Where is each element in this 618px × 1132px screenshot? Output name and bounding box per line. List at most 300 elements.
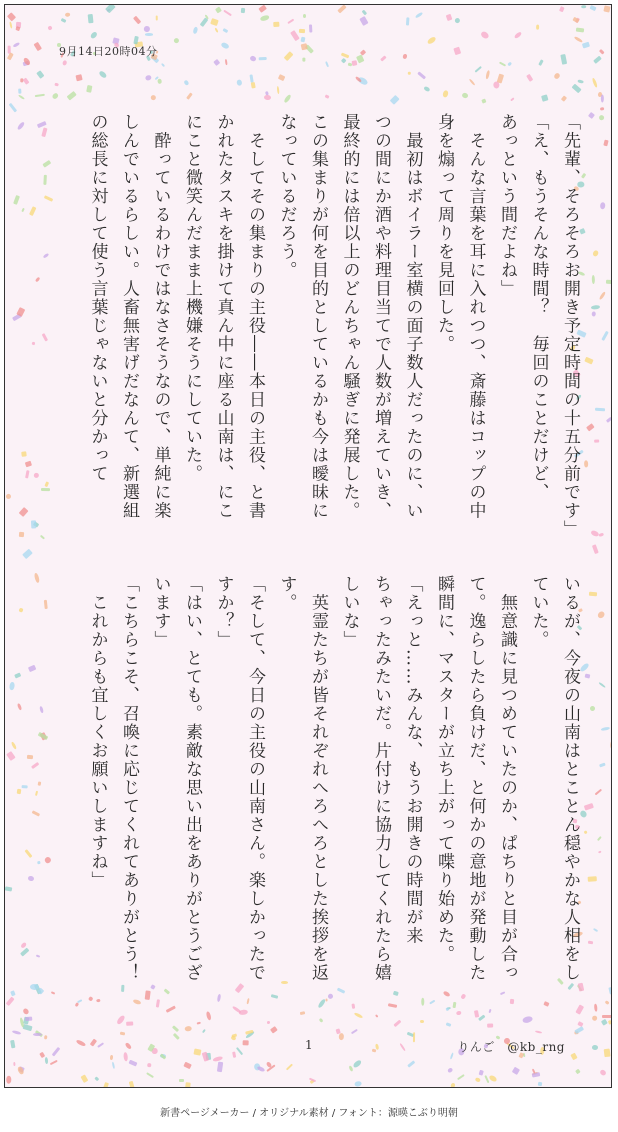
confetti-piece [112,1062,116,1069]
confetti-piece [42,127,48,136]
confetti-piece [393,1019,401,1027]
confetti-piece [454,47,461,55]
confetti-piece [21,208,25,213]
confetti-piece [303,58,306,62]
confetti-piece [319,1017,324,1022]
confetti-piece [588,112,595,119]
confetti-piece [455,17,460,23]
confetti-piece [602,1015,612,1019]
confetti-piece [20,947,30,956]
confetti-piece [5,493,12,500]
confetti-piece [575,1027,585,1035]
author-credit: りんご @kb_rng [457,1040,565,1054]
text-column: て。逸らしたら負けだ、と何かの意地が発動した [465,575,486,982]
confetti-piece [89,31,98,40]
confetti-piece [19,507,28,517]
confetti-piece [36,70,44,78]
confetti-piece [123,1052,128,1062]
confetti-piece [456,1010,462,1015]
confetti-piece [264,95,272,101]
confetti-piece [12,42,20,48]
confetti-piece [160,63,164,67]
confetti-piece [603,6,610,13]
confetti-piece [474,1076,480,1081]
confetti-piece [202,1028,206,1032]
confetti-piece [132,15,141,24]
confetti-piece [27,755,33,759]
confetti-piece [611,994,612,1002]
confetti-piece [155,15,157,20]
text-column: そんな言葉を耳に入れつつ、斎藤はコップの中 [465,113,486,520]
confetti-piece [352,60,357,66]
confetti-piece [260,15,270,22]
confetti-piece [446,1008,450,1012]
text-column: しいな」 [339,575,360,649]
confetti-piece [32,342,36,345]
confetti-piece [172,1025,179,1032]
confetti-piece [538,59,544,66]
confetti-piece [19,532,24,538]
text-column: ていた。 [528,575,549,649]
confetti-piece [585,674,590,679]
confetti-piece [97,1042,104,1048]
confetti-piece [51,991,56,995]
confetti-piece [214,27,218,32]
confetti-piece [484,1075,489,1083]
confetti-piece [18,607,23,612]
confetti-piece [145,33,154,36]
confetti-piece [570,1053,577,1061]
confetti-piece [474,1010,479,1018]
confetti-piece [592,250,599,257]
confetti-piece [468,78,475,85]
text-column: の総長に対して使う言葉じゃないと分かって [87,113,108,483]
confetti-piece [259,57,267,61]
confetti-piece [16,307,25,317]
confetti-piece [193,26,199,34]
confetti-piece [535,1030,542,1034]
confetti-piece [489,1074,498,1083]
confetti-piece [592,1045,599,1050]
confetti-piece [603,1049,610,1058]
confetti-piece [597,836,602,841]
text-column: 無意識に見つめていたのか、ぱちりと目が合っ [497,575,517,982]
text-column: 「こちらこそ、召喚に応じてくれてありがとう！ [119,575,139,982]
confetti-piece [351,1029,358,1035]
confetti-piece [542,94,549,101]
confetti-piece [243,1040,249,1046]
text-column: かれたタスキを掛けて真ん中に座る山南は、にこ [213,113,234,520]
confetti-piece [300,1011,305,1015]
confetti-piece [37,782,41,787]
confetti-piece [44,481,49,487]
confetti-piece [28,665,36,672]
confetti-piece [13,195,20,205]
confetti-piece [34,572,40,583]
confetti-piece [43,856,51,864]
confetti-piece [375,1044,380,1050]
confetti-piece [590,530,599,537]
text-column: 「先輩、そろそろお開き予定時間の十五分前です」 [560,113,580,539]
confetti-piece [22,452,27,457]
confetti-piece [41,488,50,492]
confetti-piece [415,12,423,19]
confetti-piece [43,253,50,259]
confetti-piece [605,280,612,285]
confetti-piece [357,55,365,64]
confetti-piece [88,14,94,23]
confetti-piece [608,986,612,994]
confetti-piece [25,470,30,479]
confetti-piece [574,36,583,43]
confetti-piece [74,1002,78,1007]
confetti-piece [352,1058,362,1068]
confetti-piece [116,1014,126,1025]
confetti-piece [605,1000,610,1005]
confetti-piece [493,81,499,88]
confetti-piece [571,83,581,93]
confetti-piece [599,763,606,768]
confetti-piece [342,58,347,63]
confetti-piece [583,42,591,48]
text-column: 瞬間に、マスターが立ち上がって喋り始めた。 [434,575,454,964]
confetti-piece [258,5,267,13]
confetti-piece [44,600,48,610]
confetti-piece [583,803,594,811]
confetti-piece [150,95,156,101]
confetti-piece [575,27,583,32]
confetti-piece [598,114,605,121]
confetti-piece [52,1047,61,1057]
confetti-piece [210,18,218,26]
confetti-piece [27,875,34,881]
confetti-piece [593,928,599,933]
confetti-piece [592,311,597,317]
confetti-piece [76,1039,86,1047]
confetti-piece [575,1005,584,1016]
confetti-piece [447,1067,453,1073]
text-column: そしてその集まりの主役――本日の主役、と書 [245,113,265,520]
confetti-piece [482,99,487,104]
confetti-piece [217,1062,224,1072]
confetti-piece [232,1052,236,1058]
confetti-piece [402,54,407,60]
confetti-piece [595,408,605,412]
confetti-piece [126,1022,133,1026]
confetti-piece [50,1059,58,1065]
confetti-piece [586,424,594,432]
confetti-piece [62,60,67,66]
confetti-piece [420,1019,424,1023]
confetti-piece [18,95,25,100]
confetti-piece [325,61,329,67]
confetti-piece [417,71,426,80]
confetti-piece [6,997,15,1006]
confetti-piece [145,75,152,82]
confetti-piece [597,611,606,620]
confetti-piece [581,5,586,9]
confetti-piece [592,1015,598,1021]
confetti-piece [457,1074,465,1080]
confetti-piece [15,672,22,678]
text-column: にこと微笑んだまま上機嫌そうにしていた。 [182,113,202,483]
confetti-piece [599,532,604,537]
confetti-piece [11,742,17,750]
confetti-piece [538,1081,543,1086]
confetti-piece [179,1079,184,1082]
confetti-piece [575,1069,581,1075]
confetti-piece [399,1042,406,1051]
confetti-piece [109,1055,113,1060]
confetti-piece [338,4,347,13]
footer-credit: 新書ページメーカー / オリジナル素材 / フォント：源暎こぶり明朝 [160,1108,458,1119]
confetti-piece [478,1014,486,1021]
confetti-piece [590,706,596,711]
confetti-piece [324,94,329,99]
confetti-piece [523,1015,534,1023]
confetti-piece [34,42,42,51]
confetti-piece [485,70,490,80]
confetti-piece [129,1081,135,1088]
confetti-piece [223,10,232,17]
text-column: しんでいるらしい。人畜無害げだなんて、新選組 [119,113,139,520]
confetti-piece [407,1061,415,1068]
confetti-piece [553,72,561,80]
confetti-piece [36,955,40,958]
confetti-piece [561,95,567,101]
confetti-piece [25,1017,32,1021]
confetti-piece [309,25,312,33]
confetti-piece [42,333,48,341]
confetti-piece [601,726,610,731]
confetti-piece [129,1059,138,1066]
confetti-piece [509,97,514,102]
confetti-piece [86,85,92,92]
confetti-piece [601,1019,608,1026]
confetti-piece [603,139,608,146]
confetti-piece [277,86,280,94]
confetti-piece [143,25,151,33]
confetti-piece [347,63,352,67]
confetti-piece [17,789,22,794]
confetti-piece [105,4,116,14]
text-column: 「はい、とても。素敵な思い出をありがとうござ [182,575,202,982]
confetti-piece [94,1076,99,1081]
confetti-piece [480,30,490,39]
confetti-piece [185,1026,192,1032]
confetti-piece [250,82,255,89]
confetti-piece [283,94,291,104]
confetti-piece [598,49,604,55]
confetti-piece [103,1082,109,1088]
confetti-piece [12,1030,22,1035]
confetti-piece [197,1021,201,1024]
confetti-piece [592,275,595,284]
confetti-piece [591,304,600,309]
text-column: いるが、今夜の山南はとことん穏やかな人相をし [560,575,580,982]
text-column: 英霊たちが皆それぞれへろへろとした挨拶を返 [308,575,328,982]
confetti-piece [592,545,599,554]
text-column: 酔っているわけではなさそうなので、単純に楽 [150,113,171,520]
confetti-piece [75,74,82,82]
confetti-piece [594,56,602,64]
text-column: 「え、もうそんな時間？ 毎回のことだけど、 [528,113,549,502]
confetti-piece [536,25,539,31]
confetti-piece [11,1040,16,1048]
confetti-piece [237,80,243,87]
confetti-piece [512,1067,520,1075]
confetti-piece [479,1070,484,1076]
text-column: 「えっと……みんな、もうお開きの時間が来 [402,575,423,945]
confetti-piece [35,94,45,98]
confetti-piece [572,17,579,23]
confetti-piece [173,1033,180,1040]
confetti-piece [598,682,606,689]
confetti-piece [600,107,604,111]
confetti-piece [426,36,436,45]
confetti-piece [224,59,227,65]
confetti-piece [601,331,609,341]
confetti-piece [61,18,67,23]
confetti-piece [185,1082,191,1088]
confetti-piece [449,1052,453,1060]
confetti-piece [55,83,59,87]
confetti-piece [236,1047,243,1055]
confetti-piece [256,1065,265,1072]
confetti-piece [284,51,294,61]
confetti-piece [80,1075,88,1083]
confetti-piece [206,1011,212,1021]
confetti-piece [13,1062,16,1066]
confetti-piece [353,1012,363,1019]
page [4,4,612,1088]
confetti-piece [166,1006,176,1013]
datestamp: 9月14日20時04分 [59,45,158,58]
confetti-piece [489,1009,492,1013]
confetti-piece [186,93,192,100]
confetti-piece [598,850,602,853]
confetti-piece [16,121,25,131]
confetti-piece [7,12,16,21]
confetti-piece [451,1082,457,1088]
confetti-piece [599,202,605,209]
confetti-piece [39,535,44,540]
confetti-piece [446,14,453,21]
confetti-piece [594,440,599,443]
confetti-piece [31,762,39,769]
confetti-piece [598,291,606,300]
confetti-piece [606,417,612,423]
confetti-piece [10,682,16,691]
confetti-piece [223,28,228,33]
confetti-piece [241,8,245,13]
confetti-piece [119,1032,124,1036]
confetti-piece [461,92,468,99]
confetti-piece [44,1057,48,1064]
confetti-piece [270,1026,278,1034]
confetti-piece [578,79,584,84]
confetti-piece [173,37,180,44]
confetti-piece [407,17,410,25]
confetti-piece [43,175,47,185]
confetti-piece [498,62,505,67]
confetti-piece [584,356,593,363]
confetti-piece [589,592,597,597]
confetti-piece [17,703,23,710]
confetti-piece [184,79,190,85]
confetti-piece [299,29,305,33]
confetti-piece [146,1073,154,1079]
confetti-piece [599,1069,607,1077]
confetti-piece [52,92,59,99]
confetti-piece [29,206,37,216]
confetti-piece [390,95,400,105]
confetti-piece [507,62,512,67]
confetti-piece [215,6,222,13]
confetti-piece [375,1015,379,1019]
confetti-piece [513,31,522,39]
confetti-piece [34,277,40,283]
confetti-piece [585,460,589,467]
confetti-piece [25,461,33,467]
confetti-piece [39,705,44,713]
confetti-piece [15,26,20,31]
confetti-piece [584,831,588,835]
text-column: これからも宜しくお願いしますね」 [87,575,108,890]
confetti-piece [588,941,594,945]
confetti-piece [592,77,598,87]
confetti-piece [44,1035,47,1039]
text-column: あっという間だよね」 [497,113,517,298]
text-column: 「そして、今日の主役の山南さん。楽しかったで [245,575,265,982]
confetti-piece [238,1009,247,1015]
confetti-piece [42,160,51,168]
confetti-piece [157,79,162,84]
confetti-piece [301,37,306,42]
confetti-piece [287,18,294,24]
confetti-piece [609,1020,612,1025]
confetti-piece [590,5,597,11]
text-column: 最終的には倍以上のどんちゃん騒ぎに発展した。 [339,113,360,520]
confetti-piece [90,1039,97,1047]
text-column: 身を煽って周りを見回した。 [434,113,454,354]
confetti-piece [338,1033,343,1040]
text-column: います」 [150,575,171,649]
confetti-piece [362,10,367,16]
confetti-piece [22,548,33,558]
confetti-piece [146,1063,151,1068]
confetti-piece [355,1080,363,1087]
confetti-piece [33,472,39,478]
confetti-piece [303,14,306,18]
confetti-piece [10,990,15,996]
confetti-piece [442,90,449,98]
confetti-piece [413,1033,415,1043]
confetti-piece [600,94,603,102]
confetti-piece [31,520,36,528]
text-column: 最初はボイラー室横の面子数人だったのに、い [402,113,423,520]
text-column: この集まりが何を目的としているかも今は曖昧に [308,113,328,520]
confetti-piece [25,850,33,859]
confetti-piece [526,74,534,83]
confetti-piece [340,53,349,59]
confetti-piece [474,65,482,72]
confetti-piece [273,22,280,27]
confetti-piece [44,195,53,202]
text-column: つの間にか酒や料理目当てで人数が増えていき、 [371,113,391,520]
confetti-piece [487,1024,493,1028]
confetti-piece [285,1064,293,1071]
